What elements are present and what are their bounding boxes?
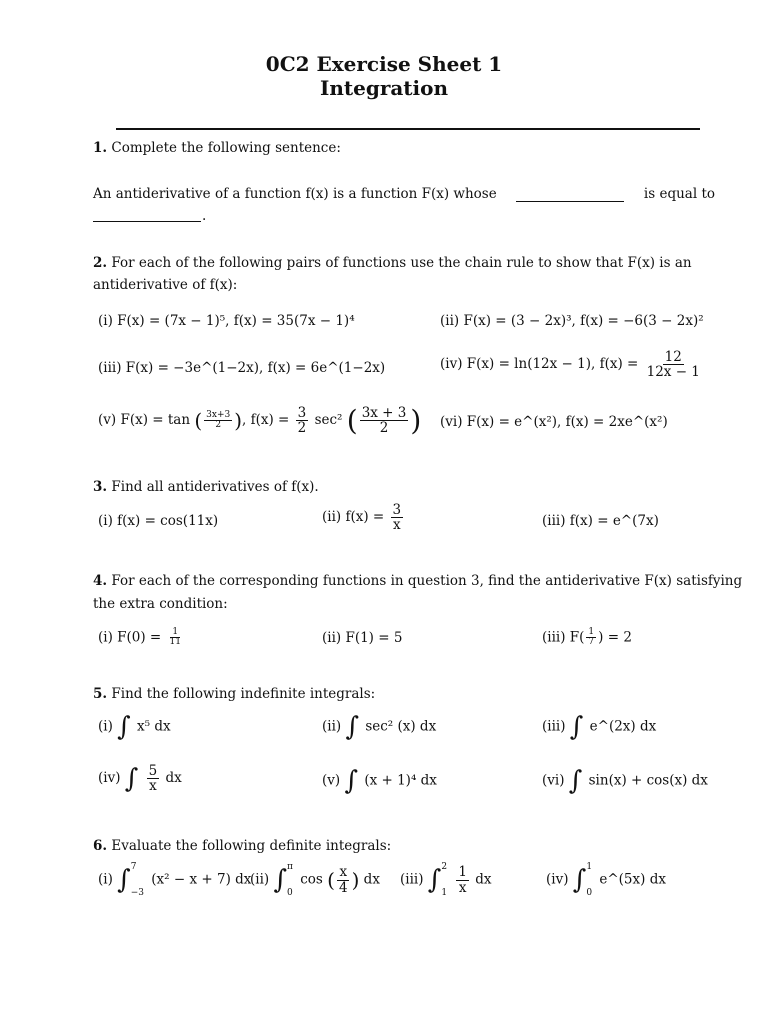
- q6-iii-lower: 1: [441, 888, 448, 898]
- q6-part-iv: [546, 862, 666, 898]
- q6-i-upper: 7: [130, 862, 137, 872]
- q4-iii-fraction: [586, 628, 596, 648]
- q1-prompt: [93, 140, 341, 156]
- q2-part-ii: (ii) F(x) = (3 − 2x)³, f(x) = −6(3 − 2x)²: [440, 313, 704, 329]
- q1-blank-2[interactable]: [93, 221, 201, 222]
- title-divider: [116, 128, 700, 130]
- q5-ii-label: (ii): [322, 718, 342, 735]
- q6-iv-body: e^(5x) dx: [599, 871, 666, 888]
- sheet-title: 0C2 Exercise Sheet 1: [265, 52, 503, 76]
- q1-number: 1.: [93, 140, 108, 156]
- q2-iv-denominator: 12x − 1: [646, 364, 700, 381]
- q2-text-1: For each of the following pairs of functions use the chain rule to show that F(x) is an: [111, 255, 692, 271]
- integral-icon: ∫: [569, 712, 584, 742]
- q5-number: 5.: [93, 686, 108, 702]
- q4-part-i: [98, 628, 185, 648]
- q2-v-big-paren-open: (: [346, 404, 358, 437]
- q6-ii-label: (ii): [250, 871, 270, 888]
- q3-number: 3.: [93, 479, 108, 495]
- q2-part-iv: [440, 350, 704, 379]
- q3-ii-fraction: [391, 503, 404, 532]
- q6-ii-lower: 0: [287, 888, 293, 898]
- sheet-subtitle: Integration: [319, 76, 449, 100]
- q5-ii-body: sec² (x) dx: [365, 718, 437, 735]
- q5-part-iii: [542, 714, 656, 740]
- q2-part-v: [98, 404, 421, 437]
- integral-icon: ∫: [427, 865, 442, 895]
- q5-prompt: [93, 686, 375, 702]
- q5-iv-den: x: [149, 778, 157, 795]
- q6-i-lower: −3: [130, 888, 144, 898]
- q2-v-arg: [204, 411, 232, 431]
- q2-v-arg-num: 3x+3: [206, 409, 231, 420]
- q6-ii-cos: cos: [300, 871, 323, 888]
- q5-part-vi: [542, 768, 708, 794]
- q2-v-sec-arg: [360, 406, 409, 435]
- q3-ii-den: x: [393, 517, 401, 534]
- q5-v-body: (x + 1)⁴ dx: [364, 772, 437, 789]
- integral-icon: ∫: [124, 763, 139, 794]
- q4-iii-text-a: (iii) F(: [542, 629, 585, 646]
- q2-line2: antiderivative of f(x):: [93, 277, 238, 293]
- integral-icon: ∫: [117, 712, 131, 742]
- q1-blank-1[interactable]: [516, 186, 624, 202]
- q6-i-limits: [131, 862, 144, 898]
- q2-v-sec: sec²: [314, 412, 343, 428]
- q2-v-sec-arg-den: 2: [379, 420, 389, 436]
- q4-iii-num: 1: [588, 627, 595, 637]
- q6-iii-upper: 2: [441, 862, 448, 872]
- q4-line1: [93, 573, 742, 589]
- q4-i-text: (i) F(0) =: [98, 629, 162, 646]
- q2-v-text: (v) F(x) = tan: [98, 412, 191, 428]
- q5-vi-label: (vi): [542, 772, 565, 789]
- q6-iii-den: x: [458, 879, 467, 896]
- q5-iv-label: (iv): [98, 770, 121, 787]
- q4-text-1: For each of the corresponding functions in question 3, find the antiderivative F(x) satisfying: [111, 573, 743, 589]
- q6-ii-den: 4: [338, 879, 348, 896]
- q6-ii-paren-close: ): [351, 868, 360, 892]
- q4-iii-text-b: ) = 2: [598, 629, 632, 646]
- q6-part-iii: [400, 862, 492, 898]
- q3-part-iii: (iii) f(x) = e^(7x): [542, 513, 659, 529]
- q5-text: Find the following indefinite integrals:: [111, 686, 376, 702]
- q6-prompt: [93, 838, 391, 854]
- q2-v-paren-close: ): [234, 408, 243, 433]
- q2-v-coeff: [296, 406, 309, 435]
- q3-part-i: (i) f(x) = cos(11x): [98, 513, 219, 529]
- q4-i-num: 1: [172, 627, 179, 637]
- integral-icon: ∫: [572, 865, 587, 895]
- q2-part-vi: (vi) F(x) = e^(x²), f(x) = 2xe^(x²): [440, 414, 668, 430]
- q4-iii-den: 7: [588, 637, 595, 648]
- q6-iv-lower: 0: [586, 888, 593, 898]
- q2-number: 2.: [93, 255, 108, 271]
- q2-line1: [93, 255, 692, 271]
- q5-i-label: (i): [98, 718, 113, 735]
- q6-iv-limits: [586, 862, 592, 898]
- q4-line2: the extra condition:: [93, 596, 228, 612]
- q6-text: Evaluate the following definite integrals:: [111, 838, 392, 854]
- q2-v-paren-open: (: [194, 408, 203, 433]
- q6-iii-limits: [441, 862, 447, 898]
- q2-v-text-b: , f(x) =: [242, 412, 290, 428]
- q2-v-sec-arg-num: 3x + 3: [361, 404, 407, 421]
- q5-iii-body: e^(2x) dx: [589, 718, 657, 735]
- q6-number: 6.: [93, 838, 108, 854]
- q2-v-big-paren-close: ): [410, 404, 422, 437]
- integral-icon: ∫: [273, 865, 288, 895]
- q5-iv-fraction: [147, 764, 160, 793]
- integral-icon: ∫: [345, 712, 360, 742]
- q2-iv-text: (iv) F(x) = ln(12x − 1), f(x) =: [440, 356, 639, 373]
- q6-iii-num: 1: [458, 864, 467, 881]
- q3-part-ii: [322, 503, 405, 532]
- q3-prompt: [93, 479, 319, 495]
- integral-icon: ∫: [344, 766, 359, 796]
- q1-sentence-b: is equal to: [643, 186, 715, 202]
- q6-iii-fraction: [456, 865, 469, 894]
- q2-iv-numerator: 12: [664, 349, 682, 365]
- q2-part-i: (i) F(x) = (7x − 1)⁵, f(x) = 35(7x − 1)⁴: [98, 313, 355, 329]
- q6-iii-dx: dx: [475, 871, 492, 888]
- q6-ii-fraction: [337, 865, 350, 894]
- q6-iv-upper: 1: [586, 862, 593, 872]
- q6-i-body: (x² − x + 7) dx: [151, 871, 252, 888]
- q6-part-i: [98, 862, 251, 898]
- q5-vi-body: sin(x) + cos(x) dx: [588, 772, 708, 789]
- q4-part-ii: (ii) F(1) = 5: [322, 630, 403, 646]
- q3-ii-text: (ii) f(x) =: [322, 509, 385, 526]
- q1-sentence-a: An antiderivative of a function f(x) is a function F(x) whose: [93, 186, 497, 202]
- q6-ii-paren-open: (: [327, 868, 335, 892]
- q5-iii-label: (iii): [542, 718, 566, 735]
- q5-iv-dx: dx: [165, 770, 182, 787]
- q5-part-iv: [98, 764, 182, 793]
- q2-iv-fraction: [645, 350, 702, 379]
- q1-sentence: [93, 186, 715, 202]
- q3-ii-num: 3: [392, 502, 402, 518]
- q6-iii-label: (iii): [400, 871, 424, 888]
- q6-ii-num: x: [339, 864, 348, 881]
- integral-icon: ∫: [117, 865, 131, 895]
- q2-v-arg-den: 2: [215, 420, 222, 430]
- q6-ii-limits: [287, 862, 293, 898]
- q6-i-label: (i): [98, 871, 113, 888]
- q4-part-iii: [542, 628, 632, 648]
- q5-i-body: x⁵ dx: [137, 718, 171, 735]
- q4-i-den: 11: [169, 637, 181, 648]
- q5-part-ii: [322, 714, 436, 740]
- q1-sentence-end: .: [202, 208, 207, 224]
- q2-v-coeff-num: 3: [297, 404, 307, 421]
- q6-ii-upper: π: [287, 862, 293, 872]
- q6-iv-label: (iv): [546, 871, 569, 888]
- q4-i-fraction: [168, 628, 183, 648]
- q4-number: 4.: [93, 573, 108, 589]
- q3-text: Find all antiderivatives of f(x).: [111, 479, 319, 495]
- q6-part-ii: [250, 862, 380, 898]
- q5-part-i: [98, 714, 171, 740]
- integral-icon: ∫: [568, 766, 583, 796]
- q5-iv-num: 5: [148, 763, 158, 779]
- q6-ii-dx: dx: [363, 871, 380, 888]
- q2-part-iii: (iii) F(x) = −3e^(1−2x), f(x) = 6e^(1−2x): [98, 360, 386, 376]
- q5-part-v: [322, 768, 437, 794]
- q2-v-coeff-den: 2: [297, 420, 307, 436]
- q1-text: Complete the following sentence:: [111, 140, 341, 156]
- q5-v-label: (v): [322, 772, 341, 789]
